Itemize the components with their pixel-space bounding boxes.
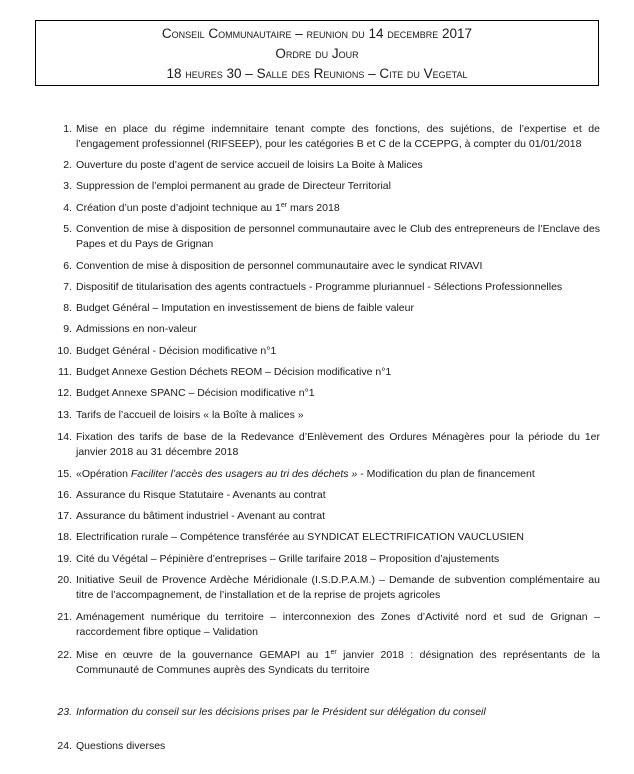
agenda-item-number: 17.	[57, 510, 72, 522]
agenda-item-number: 23.	[57, 706, 72, 718]
agenda-item-text: Mise en place du régime indemnitaire tenant compte des fonctions, des sujétions, de l’expertise et de l’engagement professionnel (RIFSEEP), pour les catégories B et C de la CCEPPG, à compter du 01/01/2018	[76, 123, 600, 150]
agenda-item-text: Convention de mise à disposition de personnel communautaire avec le syndicat RIVAVI	[76, 260, 483, 272]
agenda-item-text: Initiative Seuil de Provence Ardèche Méridionale (I.S.D.P.A.M.) – Demande de subvention complémentaire au titre de l’accompagnement, de l’installation et de la reprise de projets agricoles	[76, 574, 600, 601]
agenda-item-number: 13.	[57, 409, 72, 421]
agenda-item-text: Mise en œuvre de la gouvernance GEMAPI au 1er janvier 2018 : désignation des représentants de la Communauté de Communes auprès des Syndicats du territoire	[76, 649, 600, 676]
agenda-item-text: Budget Général - Décision modificative n°1	[76, 345, 277, 357]
agenda-item-text: Cité du Végétal – Pépinière d’entreprises – Grille tarifaire 2018 – Proposition d’ajustements	[76, 553, 500, 565]
meeting-time-place: 18 heures 30 – Salle des Reunions – Cite du Vegetal	[166, 66, 468, 81]
agenda-item-text: Budget Annexe Gestion Déchets REOM – Décision modificative n°1	[76, 366, 392, 378]
meeting-title: Conseil Communautaire – reunion du 14 decembre 2017	[161, 26, 473, 41]
agenda-item-number: 21.	[57, 611, 72, 623]
agenda-item-text: Information du conseil sur les décisions prises par le Président sur délégation du conseil	[76, 706, 486, 718]
agenda-item-number: 8.	[63, 302, 72, 314]
agenda-item-number: 12.	[57, 387, 72, 399]
agenda-item-text: Aménagement numérique du territoire – interconnexion des Zones d’Activité nord et sud de Grignan – raccordement fibre optique – Validation	[76, 611, 600, 638]
agenda-item-number: 24.	[57, 740, 72, 752]
agenda-item-text: Fixation des tarifs de base de la Redevance d’Enlèvement des Ordures Ménagères pour la période du 1er janvier 2018 au 31 décembre 2018	[76, 431, 600, 458]
agenda-title: Ordre du Jour	[275, 46, 359, 61]
agenda-item-number: 1.	[63, 123, 72, 135]
agenda-item-number: 22.	[57, 649, 72, 661]
agenda-item-text: Dispositif de titularisation des agents contractuels - Programme pluriannuel - Sélections Professionnelles	[76, 281, 563, 293]
agenda-item-text: Ouverture du poste d’agent de service accueil de loisirs La Boite à Malices	[76, 159, 423, 171]
agenda-item-number: 20.	[57, 574, 72, 586]
agenda-item-text: Budget Général – Imputation en investissement de biens de faible valeur	[76, 302, 414, 314]
agenda-item-number: 6.	[63, 260, 72, 272]
agenda-item-number: 14.	[57, 431, 72, 443]
agenda-item-number: 15.	[57, 468, 72, 480]
agenda-item-number: 3.	[63, 180, 72, 192]
agenda-item-text: Questions diverses	[76, 740, 166, 752]
agenda-item-number: 16.	[57, 489, 72, 501]
agenda-item-text: Assurance du Risque Statutaire - Avenants au contrat	[76, 489, 326, 501]
agenda-item-number: 11.	[58, 366, 72, 378]
agenda-item-text: «Opération Faciliter l’accès des usagers au tri des déchets » - Modification du plan de financement	[76, 468, 535, 480]
agenda-item-number: 2.	[63, 159, 72, 171]
agenda-item-number: 18.	[57, 531, 72, 543]
agenda-item-text: Tarifs de l’accueil de loisirs « la Boîte à malices »	[76, 409, 304, 421]
agenda-item-number: 10.	[57, 345, 72, 357]
agenda-item-number: 4.	[63, 202, 72, 214]
agenda-item-text: Convention de mise à disposition de personnel communautaire avec le Club des entrepreneurs de l’Enclave des Papes et du Pays de Grignan	[76, 223, 600, 250]
agenda-item-number: 9.	[63, 323, 72, 335]
agenda-item-text: Création d’un poste d’adjoint technique au 1er mars 2018	[76, 202, 340, 214]
agenda-item-text: Suppression de l’emploi permanent au grade de Directeur Territorial	[76, 180, 391, 192]
agenda-item-number: 5.	[63, 223, 72, 235]
agenda-item-number: 7.	[63, 281, 72, 293]
agenda-item-text: Admissions en non-valeur	[76, 323, 197, 335]
agenda-item-number: 19.	[57, 553, 72, 565]
agenda-item-text: Electrification rurale – Compétence transférée au SYNDICAT ELECTRIFICATION VAUCLUSIEN	[76, 531, 524, 543]
agenda-item-text: Budget Annexe SPANC – Décision modificative n°1	[76, 387, 315, 399]
agenda-item-text: Assurance du bâtiment industriel - Avenant au contrat	[76, 510, 326, 522]
